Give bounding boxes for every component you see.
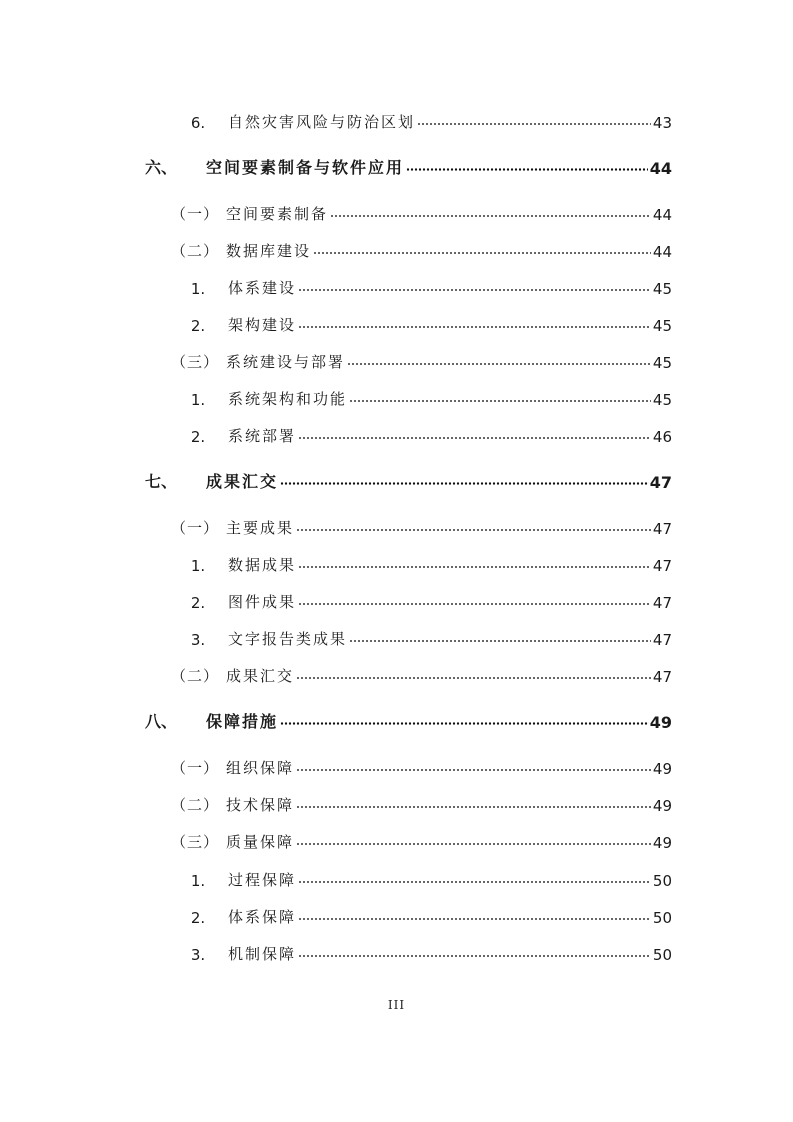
toc-entry-title: 成果汇交 [226,667,295,685]
toc-entry[interactable] [0,154,793,178]
dot-leader [296,843,651,845]
toc-entry-title: 质量保障 [226,833,295,851]
toc-entry-page: 47 [652,557,672,575]
toc-entry-number: 八、 [145,712,178,731]
toc-entry-title: 自然灾害风险与防治区划 [228,113,416,131]
toc-entry[interactable] [0,625,793,649]
toc-entry[interactable] [0,108,793,132]
dot-leader [298,918,651,920]
toc-entry-title: 体系保障 [228,908,297,926]
dot-leader [313,252,651,254]
toc-entry-title: 数据成果 [228,556,297,574]
toc-entry-number: 1. [190,391,206,409]
toc-entry-number: 六、 [145,158,178,177]
dot-leader [298,437,651,439]
dot-leader [417,123,651,125]
toc-entry[interactable] [0,866,793,890]
toc-entry-title: 保障措施 [206,712,279,731]
toc-entry[interactable] [0,828,793,852]
toc-entry-page: 47 [652,520,672,538]
toc-entry-page: 44 [649,159,672,178]
toc-entry-page: 46 [652,428,672,446]
toc-entry-page: 47 [649,473,672,492]
toc-entry-number: 2. [190,909,206,927]
toc-entry-number: （二） [171,667,220,685]
toc-entry-page: 45 [652,354,672,372]
toc-entry[interactable] [0,662,793,686]
dot-leader [296,806,651,808]
toc-entry[interactable] [0,903,793,927]
toc-entry-title: 体系建设 [228,279,297,297]
dot-leader [298,603,651,605]
dot-leader [298,881,651,883]
toc-entry-number: （一） [171,759,220,777]
toc-entry-page: 45 [652,391,672,409]
toc-entry[interactable] [0,274,793,298]
toc-entry[interactable] [0,588,793,612]
toc-entry-page: 49 [652,834,672,852]
toc-entry-number: （二） [171,242,220,260]
toc-entry-number: 2. [190,594,206,612]
dot-leader [296,677,651,679]
dot-leader [349,400,651,402]
toc-entry-page: 50 [652,909,672,927]
dot-leader [347,363,651,365]
toc-entry-number: 2. [190,428,206,446]
toc-entry-title: 图件成果 [228,593,297,611]
dot-leader [280,722,648,725]
toc-entry-title: 系统架构和功能 [228,390,348,408]
toc-entry[interactable] [0,551,793,575]
toc-entry-title: 数据库建设 [226,242,312,260]
toc-entry-page: 49 [649,713,672,732]
dot-leader [296,769,651,771]
toc-entry-page: 43 [652,114,672,132]
toc-entry-number: （三） [171,833,220,851]
toc-entry-title: 系统部署 [228,427,297,445]
toc-entry-number: 1. [190,557,206,575]
toc-entry-page: 47 [652,668,672,686]
toc-entry[interactable] [0,348,793,372]
toc-entry[interactable] [0,708,793,732]
toc-entry-page: 45 [652,280,672,298]
dot-leader [330,215,651,217]
toc-entry-title: 空间要素制备 [226,205,329,223]
dot-leader [296,529,651,531]
toc-entry-title: 架构建设 [228,316,297,334]
toc-entry[interactable] [0,791,793,815]
toc-entry-page: 49 [652,797,672,815]
toc-entry[interactable] [0,385,793,409]
toc-entry-number: 3. [190,946,206,964]
toc-entry-title: 空间要素制备与软件应用 [206,158,405,177]
toc-entry-title: 机制保障 [228,945,297,963]
toc-entry[interactable] [0,940,793,964]
toc-entry-title: 文字报告类成果 [228,630,348,648]
toc-entry-number: （一） [171,519,220,537]
toc-entry-page: 50 [652,872,672,890]
toc-entry[interactable] [0,200,793,224]
dot-leader [349,640,651,642]
toc-entry-number: （三） [171,353,220,371]
toc-entry-title: 组织保障 [226,759,295,777]
dot-leader [280,482,648,485]
toc-entry-number: （一） [171,205,220,223]
toc-entry-number: 2. [190,317,206,335]
toc-entry-number: 3. [190,631,206,649]
toc-entry-page: 47 [652,594,672,612]
toc-entry-page: 44 [652,206,672,224]
dot-leader [298,955,651,957]
toc-entry-page: 50 [652,946,672,964]
toc-entry-title: 主要成果 [226,519,295,537]
toc-entry-title: 成果汇交 [206,472,279,491]
page-number: III [387,998,406,1012]
toc-entry-number: 6. [190,114,206,132]
toc-entry-number: 1. [190,872,206,890]
toc-entry[interactable] [0,514,793,538]
toc-entry-title: 系统建设与部署 [226,353,346,371]
dot-leader [298,566,651,568]
toc-entry[interactable] [0,311,793,335]
toc-entry-title: 过程保障 [228,871,297,889]
toc-entry-page: 44 [652,243,672,261]
toc-entry[interactable] [0,754,793,778]
toc-entry[interactable] [0,422,793,446]
toc-entry-title: 技术保障 [226,796,295,814]
toc-entry-number: 七、 [145,472,178,491]
toc-entry-number: 1. [190,280,206,298]
dot-leader [298,326,651,328]
toc-entry-page: 47 [652,631,672,649]
toc-entry-page: 45 [652,317,672,335]
dot-leader [298,289,651,291]
toc-entry[interactable] [0,468,793,492]
toc-entry-page: 49 [652,760,672,778]
toc-entry-number: （二） [171,796,220,814]
dot-leader [406,168,648,171]
toc-entry[interactable] [0,237,793,261]
